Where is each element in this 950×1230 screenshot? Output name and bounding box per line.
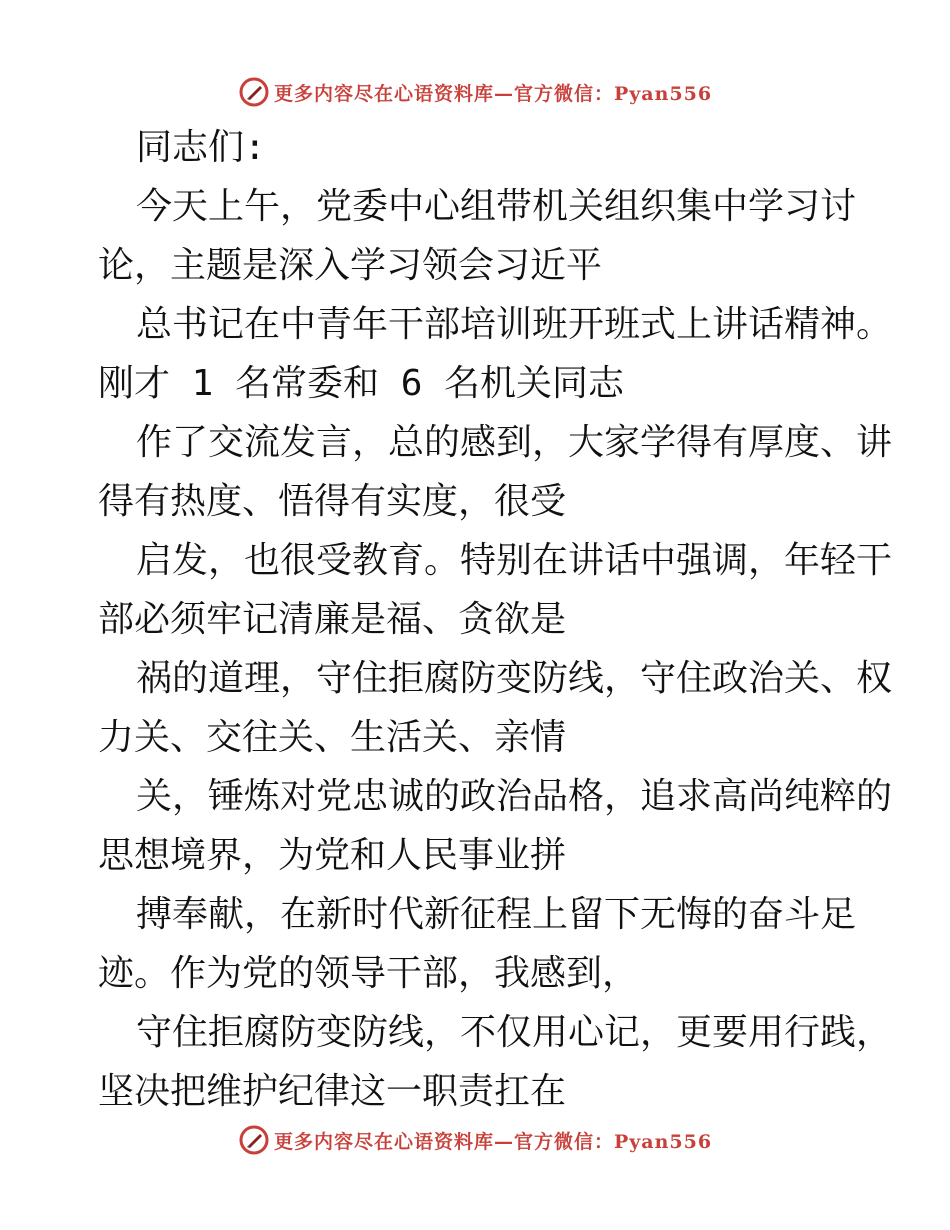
paragraph-line: 得有热度、悟得有实度，很受	[98, 481, 567, 522]
paragraph-line: 同志们:	[136, 127, 266, 168]
paragraph-line: 思想境界，为党和人民事业拼	[98, 835, 567, 876]
paragraph-line: 启发，也很受教育。特别在讲话中强调，年轻干	[136, 540, 893, 581]
paragraph-line: 坚决把维护纪律这一职责扛在	[98, 1071, 567, 1112]
paragraph-line: 今天上午，党委中心组带机关组织集中学习讨	[136, 186, 857, 227]
header-banner[interactable]	[0, 72, 950, 112]
paragraph-line: 总书记在中青年干部培训班开班式上讲话精神。	[136, 304, 893, 345]
paragraph-line: 迹。作为党的领导干部，我感到，	[98, 953, 639, 994]
paragraph-line: 搏奉献，在新时代新征程上留下无悔的奋斗足	[136, 894, 857, 935]
paragraph-line: 部必须牢记清廉是福、贪欲是	[98, 599, 567, 640]
footer-banner-text: 更多内容尽在心语资料库—官方微信：Pyan556	[273, 1130, 713, 1153]
pen-logo-icon	[238, 1124, 270, 1156]
paragraph-line: 论，主题是深入学习领会习近平	[98, 245, 603, 286]
paragraph-line: 刚才 1 名常委和 6 名机关同志	[98, 363, 625, 404]
pen-logo-icon	[238, 76, 270, 108]
footer-banner[interactable]	[0, 1120, 950, 1160]
paragraph-line: 守住拒腐防变防线，不仅用心记，更要用行践，	[136, 1012, 893, 1053]
document-body	[98, 118, 893, 1121]
paragraph-line: 祸的道理，守住拒腐防变防线，守住政治关、权	[136, 658, 893, 699]
header-banner-text: 更多内容尽在心语资料库—官方微信：Pyan556	[273, 82, 713, 105]
paragraph-line: 关，锤炼对党忠诚的政治品格，追求高尚纯粹的	[136, 776, 893, 817]
paragraph-line: 力关、交往关、生活关、亲情	[98, 717, 567, 758]
paragraph-line: 作了交流发言，总的感到，大家学得有厚度、讲	[136, 422, 893, 463]
